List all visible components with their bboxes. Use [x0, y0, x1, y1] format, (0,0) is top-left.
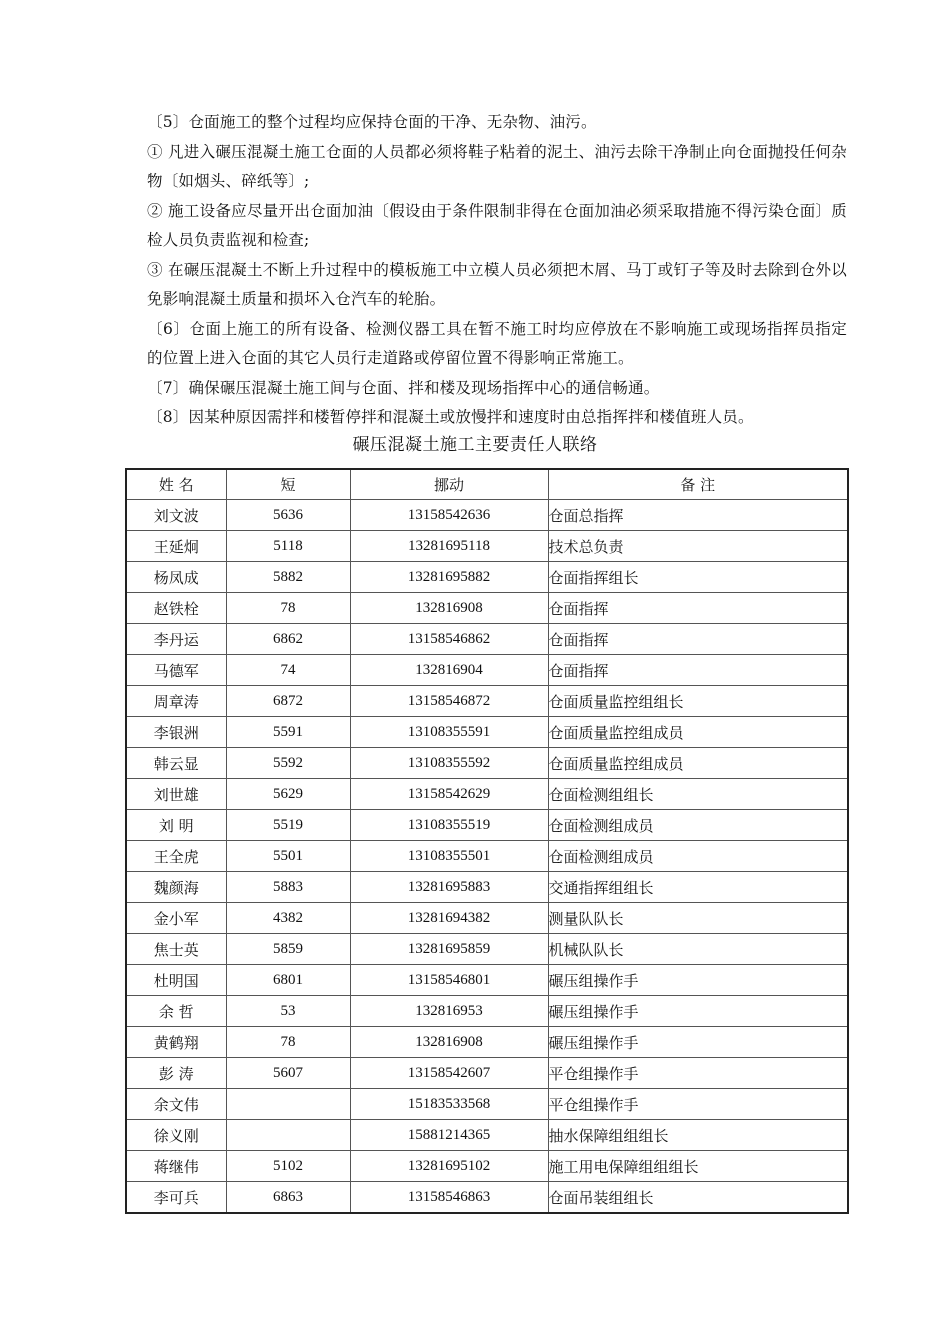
cell-short: 5592 — [226, 748, 350, 779]
cell-name: 赵铁栓 — [126, 593, 226, 624]
cell-mobile: 15881214365 — [350, 1120, 548, 1151]
paragraph: 〔7〕确保碾压混凝土施工间与仓面、拌和楼及现场指挥中心的通信畅通。 — [147, 378, 660, 397]
cell-mobile: 13158546872 — [350, 686, 548, 717]
cell-short: 5607 — [226, 1058, 350, 1089]
cell-mobile: 132816953 — [350, 996, 548, 1027]
cell-short: 74 — [226, 655, 350, 686]
cell-mobile: 13108355519 — [350, 810, 548, 841]
cell-note: 碾压组操作手 — [548, 965, 848, 996]
cell-short: 5501 — [226, 841, 350, 872]
cell-note: 平仓组操作手 — [548, 1089, 848, 1120]
cell-mobile: 13281694382 — [350, 903, 548, 934]
cell-short — [226, 1089, 350, 1120]
cell-note: 机械队队长 — [548, 934, 848, 965]
cell-short: 5519 — [226, 810, 350, 841]
cell-name: 韩云显 — [126, 748, 226, 779]
cell-name: 刘 明 — [126, 810, 226, 841]
table-row — [126, 996, 848, 1027]
cell-name: 李银洲 — [126, 717, 226, 748]
header-note: 备 注 — [548, 469, 848, 500]
paragraph: 〔8〕因某种原因需拌和楼暂停拌和混凝土或放慢拌和速度时由总指挥拌和楼值班人员。 — [147, 408, 754, 426]
paragraph: ① 凡进入碾压混凝土施工仓面的人员都必须将鞋子粘着的泥土、油污去除干净制止向仓面抛投任何杂物〔如烟头、碎纸等〕; — [147, 142, 847, 190]
cell-name: 余 哲 — [126, 996, 226, 1027]
table-header-row — [126, 469, 848, 500]
table-row — [126, 1120, 848, 1151]
cell-note: 仓面检测组组长 — [548, 779, 848, 810]
cell-short: 78 — [226, 1027, 350, 1058]
cell-mobile: 13281695883 — [350, 872, 548, 903]
cell-name: 王延炯 — [126, 531, 226, 562]
table-row — [126, 1027, 848, 1058]
cell-mobile: 13281695859 — [350, 934, 548, 965]
cell-name: 刘文波 — [126, 500, 226, 531]
table-row — [126, 1089, 848, 1120]
cell-name: 彭 涛 — [126, 1058, 226, 1089]
cell-short: 6872 — [226, 686, 350, 717]
table-row — [126, 934, 848, 965]
cell-short: 5102 — [226, 1151, 350, 1182]
cell-short: 5882 — [226, 562, 350, 593]
cell-mobile: 13108355501 — [350, 841, 548, 872]
cell-short: 5883 — [226, 872, 350, 903]
cell-note: 仓面指挥组长 — [548, 562, 848, 593]
table-row — [126, 841, 848, 872]
cell-mobile: 13281695102 — [350, 1151, 548, 1182]
table-row — [126, 686, 848, 717]
cell-name: 金小军 — [126, 903, 226, 934]
table-row — [126, 624, 848, 655]
cell-mobile: 13158546801 — [350, 965, 548, 996]
table-row — [126, 562, 848, 593]
cell-short: 6862 — [226, 624, 350, 655]
cell-short: 5636 — [226, 500, 350, 531]
table-row — [126, 810, 848, 841]
cell-name: 周章涛 — [126, 686, 226, 717]
cell-name: 杨凤成 — [126, 562, 226, 593]
cell-note: 仓面检测组成员 — [548, 841, 848, 872]
cell-name: 魏颜海 — [126, 872, 226, 903]
cell-name: 李丹运 — [126, 624, 226, 655]
table-row — [126, 655, 848, 686]
cell-mobile: 132816908 — [350, 593, 548, 624]
cell-mobile: 13281695118 — [350, 531, 548, 562]
cell-mobile: 15183533568 — [350, 1089, 548, 1120]
cell-note: 施工用电保障组组组长 — [548, 1151, 848, 1182]
table-row — [126, 1151, 848, 1182]
table-row — [126, 965, 848, 996]
cell-note: 交通指挥组组长 — [548, 872, 848, 903]
cell-mobile: 13158546862 — [350, 624, 548, 655]
table-row — [126, 748, 848, 779]
cell-mobile: 13158542607 — [350, 1058, 548, 1089]
cell-note: 仓面指挥 — [548, 655, 848, 686]
body-text — [147, 108, 847, 433]
cell-note: 平仓组操作手 — [548, 1058, 848, 1089]
paragraph: ② 施工设备应尽量开出仓面加油〔假设由于条件限制非得在仓面加油必须采取措施不得污染仓面〕质检人员负责监视和检查; — [147, 201, 847, 249]
cell-mobile: 13158542636 — [350, 500, 548, 531]
contacts-table — [125, 468, 849, 1214]
table-title: 碾压混凝土施工主要责任人联络 — [352, 435, 598, 455]
cell-name: 焦士英 — [126, 934, 226, 965]
cell-short — [226, 1120, 350, 1151]
cell-note: 仓面质量监控组成员 — [548, 717, 848, 748]
cell-note: 碾压组操作手 — [548, 1027, 848, 1058]
cell-name: 李可兵 — [126, 1182, 226, 1214]
cell-short: 4382 — [226, 903, 350, 934]
cell-note: 技术总负责 — [548, 531, 848, 562]
table-row — [126, 872, 848, 903]
cell-note: 抽水保障组组组长 — [548, 1120, 848, 1151]
table-row — [126, 500, 848, 531]
cell-short: 5591 — [226, 717, 350, 748]
header-mobile: 挪动 — [350, 469, 548, 500]
cell-short: 78 — [226, 593, 350, 624]
cell-note: 碾压组操作手 — [548, 996, 848, 1027]
header-name: 姓 名 — [126, 469, 226, 500]
cell-short: 5859 — [226, 934, 350, 965]
table-row — [126, 1058, 848, 1089]
cell-note: 仓面吊装组组长 — [548, 1182, 848, 1214]
cell-short: 6801 — [226, 965, 350, 996]
table-row — [126, 717, 848, 748]
table-row — [126, 779, 848, 810]
table-row — [126, 531, 848, 562]
cell-mobile: 13158546863 — [350, 1182, 548, 1214]
paragraph: 〔5〕仓面施工的整个过程均应保持仓面的干净、无杂物、油污。 — [147, 113, 597, 131]
header-short: 短 — [226, 469, 350, 500]
cell-name: 刘世雄 — [126, 779, 226, 810]
table-row — [126, 1182, 848, 1214]
cell-name: 王全虎 — [126, 841, 226, 872]
cell-short: 53 — [226, 996, 350, 1027]
table-row — [126, 903, 848, 934]
cell-name: 蒋继伟 — [126, 1151, 226, 1182]
cell-short: 5118 — [226, 531, 350, 562]
cell-note: 仓面检测组成员 — [548, 810, 848, 841]
cell-name: 余文伟 — [126, 1089, 226, 1120]
cell-mobile: 13158542629 — [350, 779, 548, 810]
cell-name: 马德军 — [126, 655, 226, 686]
cell-mobile: 13108355592 — [350, 748, 548, 779]
cell-note: 仓面质量监控组成员 — [548, 748, 848, 779]
table-row — [126, 593, 848, 624]
cell-mobile: 13108355591 — [350, 717, 548, 748]
cell-name: 黄鹤翔 — [126, 1027, 226, 1058]
paragraph: 〔6〕仓面上施工的所有设备、检测仪器工具在暂不施工时均应停放在不影响施工或现场指挥员指定的位置上进入仓面的其它人员行走道路或停留位置不得影响正常施工。 — [147, 319, 847, 367]
cell-note: 仓面指挥 — [548, 593, 848, 624]
cell-short: 6863 — [226, 1182, 350, 1214]
cell-mobile: 132816904 — [350, 655, 548, 686]
cell-note: 仓面总指挥 — [548, 500, 848, 531]
cell-mobile: 13281695882 — [350, 562, 548, 593]
cell-name: 杜明国 — [126, 965, 226, 996]
cell-mobile: 132816908 — [350, 1027, 548, 1058]
cell-note: 测量队队长 — [548, 903, 848, 934]
cell-note: 仓面质量监控组组长 — [548, 686, 848, 717]
cell-short: 5629 — [226, 779, 350, 810]
cell-name: 徐义刚 — [126, 1120, 226, 1151]
paragraph: ③ 在碾压混凝土不断上升过程中的模板施工中立模人员必须把木屑、马丁或钉子等及时去除到仓外以免影响混凝土质量和损坏入仓汽车的轮胎。 — [147, 260, 847, 308]
cell-note: 仓面指挥 — [548, 624, 848, 655]
